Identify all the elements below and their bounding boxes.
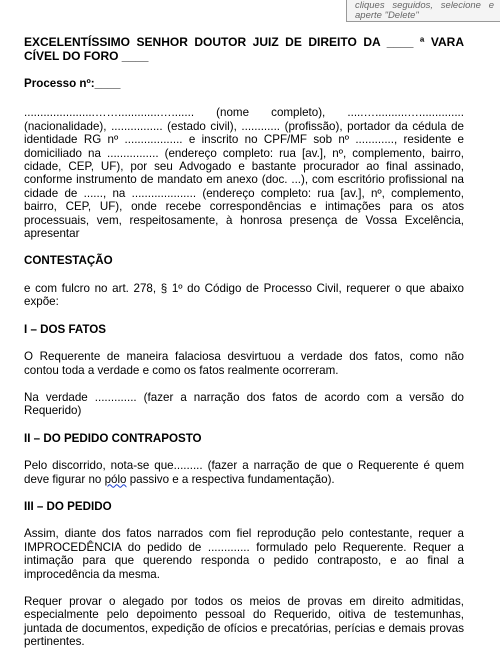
section-3-paragraph-2: Requer provar o alegado por todos os meios de provas em direito admitidas, especialmente pelo depoimento pessoal do Requerido, oitiva de testemunhas, juntada de documentos, expedição de ofícios e precatórias, perícias e demais provas pertinentes.	[24, 594, 464, 649]
section-1-title: I – DOS FATOS	[24, 322, 107, 336]
section-2-text-b: passivo e a respectiva fundamentação).	[126, 472, 335, 486]
processo-line: Processo nº:____	[24, 77, 121, 90]
section-3-paragraph-1: Assim, diante dos fatos narrados com fiel reprodução pelo contestante, requer a IMPROCEDÊNCIA do pedido de ............. formulado pelo Requerente. Requer a intimação para que querendo responda o pedido contraposto, e ao final a improcedência da mesma.	[24, 527, 464, 581]
section-2-text-a: Pelo discorrido, nota-se que......... (fazer a narração de que o Requerente é quem deve figurar no	[24, 459, 464, 486]
tooltip-line-2: aperte "Delete"	[355, 10, 419, 21]
section-2-paragraph	[24, 459, 464, 486]
document-heading: EXCELENTÍSSIMO SENHOR DOUTOR JUIZ DE DIREITO DA ____ ª VARA CÍVEL DO FORO ____	[24, 35, 464, 63]
tooltip-line-1: cliques seguidos, selecione e	[355, 0, 494, 11]
section-1-paragraph-1: O Requerente de maneira falaciosa desvirtuou a verdade dos fatos, como não contou toda a verdade e como os fatos realmente ocorreram.	[24, 350, 464, 377]
document-body	[24, 36, 464, 649]
section-2-title: II – DO PEDIDO CONTRAPOSTO	[24, 431, 202, 445]
hint-tooltip	[346, 0, 500, 22]
contestacao-paragraph: e com fulcro no art. 278, § 1º do Código de Processo Civil, requerer o que abaixo expõe:	[24, 281, 464, 309]
spellcheck-word: pólo	[104, 472, 127, 486]
section-1-paragraph-2: Na verdade ............. (fazer a narração dos fatos de acordo com a versão do Requerido)	[24, 390, 464, 418]
contestacao-title: CONTESTAÇÃO	[24, 254, 113, 268]
section-3-title: III – DO PEDIDO	[24, 499, 112, 513]
qualification-paragraph: ......................…….............…....... (nome completo), .....…..........….............. (nacionalidade), ................ (estado civil), ............ (profissão), portador da cédula de identidade RG nº .................. e inscrito no CPF/MF sob nº ............, residente e domiciliado na ................ (endereço completo: rua [av.], nº, complemento, bairro, cidade, CEP, UF), por seu Advogado e bastante procurador ao final assinado, conforme instrumento de mandato em anexo (doc. ...), com escritório profissional na cidade de ......, na .................... (endereço completo: rua [av.], nº, complemento, bairro, CEP, UF), onde recebe correspondências e intimações para os atos processuais, vem, respeitosamente, à honrosa presença de Vossa Excelência, apresentar	[24, 106, 464, 241]
